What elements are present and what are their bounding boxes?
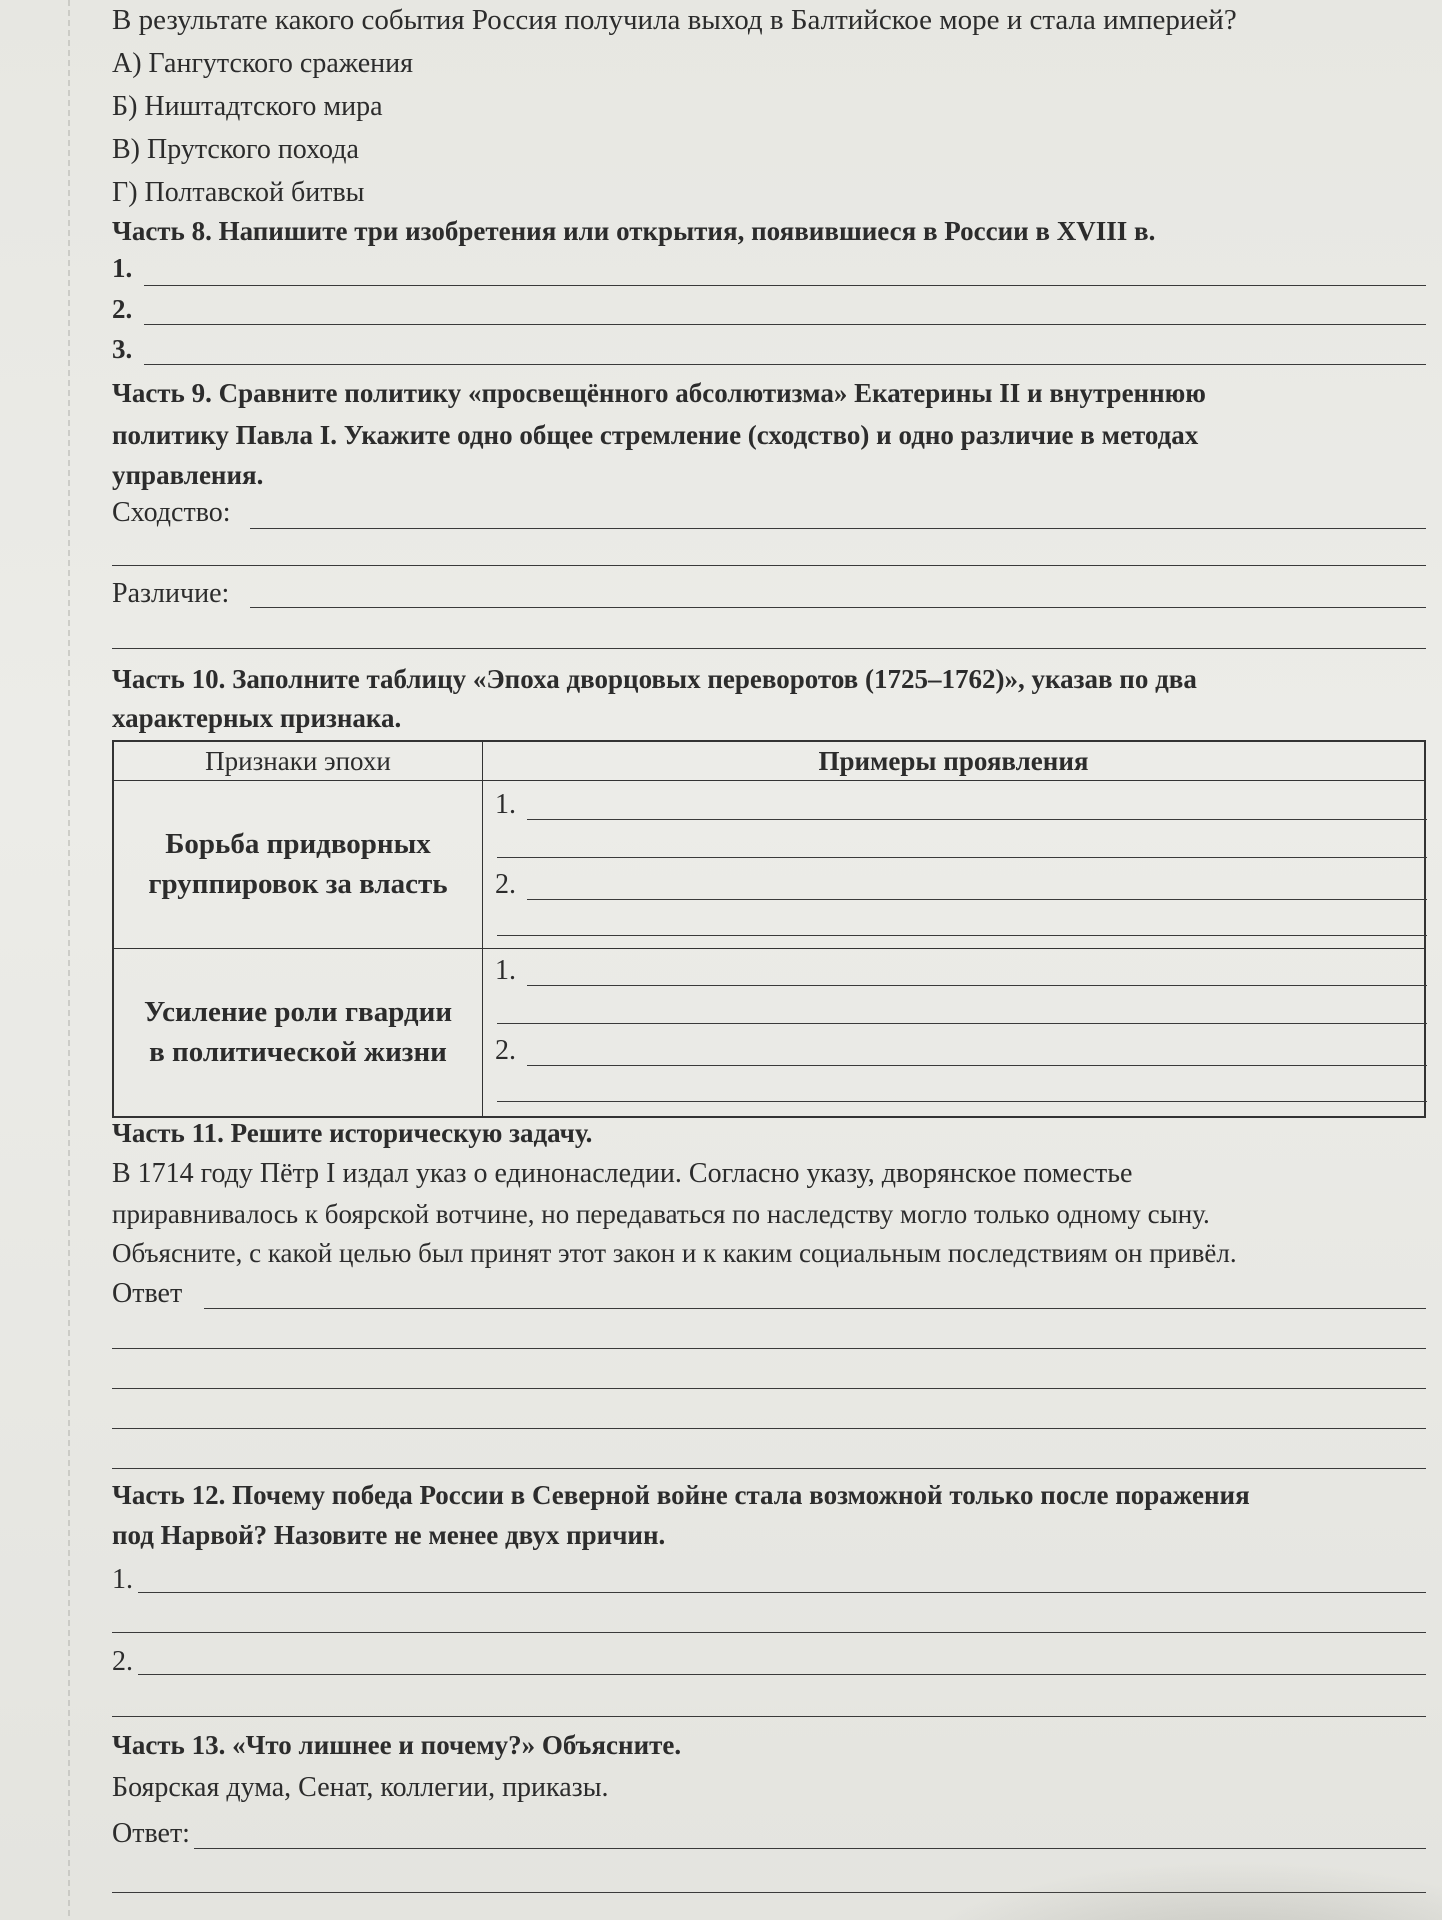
q7-option-c[interactable]: В) Прутского похода <box>112 134 359 165</box>
part12-number-1: 1. <box>112 1564 133 1595</box>
era-examples-cell <box>483 948 1426 1117</box>
era-examples-cell <box>483 781 1426 949</box>
part12-answer-line-1b[interactable] <box>112 1632 1426 1633</box>
part8-answer-line-3[interactable] <box>144 364 1426 365</box>
part9-difference-line-1[interactable] <box>250 607 1426 608</box>
photo-shadow <box>900 1860 1442 1920</box>
part11-answer-line-2[interactable] <box>112 1348 1426 1349</box>
era-example-line-1b[interactable] <box>497 857 1427 858</box>
part11-text-line2: приравнивалось к боярской вотчине, но передаваться по наследству могло только одному сыну. <box>112 1199 1210 1229</box>
part12-title-line1: Часть 12. Почему победа России в Северной войне стала возможной только после поражения <box>112 1480 1250 1510</box>
part11-text-line3: Объясните, с какой целью был принят этот закон и к каким социальным последствиям он привёл. <box>112 1238 1237 1268</box>
era-example-line-1[interactable] <box>527 819 1427 820</box>
part12-answer-line-1[interactable] <box>138 1592 1426 1593</box>
q7-option-a[interactable]: А) Гангутского сражения <box>112 48 414 79</box>
part9-difference-line-2[interactable] <box>112 648 1426 649</box>
part11-answer-label: Ответ <box>112 1278 183 1309</box>
era-table-row <box>113 948 1425 1117</box>
part11-answer-line-5[interactable] <box>112 1468 1426 1469</box>
era-feature-cell <box>113 948 483 1117</box>
era-feature-cell <box>113 781 483 949</box>
part13-title: Часть 13. «Что лишнее и почему?» Объясните. <box>112 1730 682 1760</box>
part9-difference-label: Различие: <box>112 578 230 609</box>
era-feature-line2: группировок за власть <box>148 868 448 901</box>
part8-title: Часть 8. Напишите три изобретения или открытия, появившиеся в России в XVIII в. <box>112 216 1156 246</box>
part9-title-line2: политику Павла I. Укажите одно общее стремление (сходство) и одно различие в методах <box>112 420 1199 450</box>
part8-number-1: 1. <box>112 253 133 283</box>
era-example-line-2b[interactable] <box>497 1101 1427 1102</box>
era-example-line-2b[interactable] <box>497 935 1427 936</box>
q7-option-d[interactable]: Г) Полтавской битвы <box>112 177 365 208</box>
part9-similarity-line-1[interactable] <box>250 528 1426 529</box>
part12-answer-line-2b[interactable] <box>112 1716 1426 1717</box>
part12-number-2: 2. <box>112 1646 133 1677</box>
era-table-header-features: Признаки эпохи <box>113 741 483 781</box>
era-table-header-examples: Примеры проявления <box>483 741 1426 781</box>
era-example-number-1: 1. <box>495 789 516 820</box>
part11-answer-line-3[interactable] <box>112 1388 1426 1389</box>
part8-number-3: 3. <box>112 334 133 364</box>
era-feature-line1: Борьба придворных <box>165 828 431 861</box>
era-example-line-2[interactable] <box>527 1065 1427 1066</box>
era-example-line-1b[interactable] <box>497 1023 1427 1024</box>
part13-answer-line-1[interactable] <box>194 1848 1426 1849</box>
part11-answer-line-1[interactable] <box>204 1308 1426 1309</box>
era-table-header-row <box>113 741 1425 781</box>
era-example-number-1: 1. <box>495 954 516 986</box>
era-table <box>112 740 1426 1118</box>
part8-answer-line-2[interactable] <box>144 324 1426 325</box>
era-feature-line1: Усиление роли гвардии <box>143 996 453 1029</box>
part11-answer-line-4[interactable] <box>112 1428 1426 1429</box>
era-example-number-2: 2. <box>495 869 516 900</box>
part13-answer-label: Ответ: <box>112 1818 190 1849</box>
page-margin-line <box>68 0 70 1920</box>
part8-number-2: 2. <box>112 294 133 324</box>
part9-similarity-label: Сходство: <box>112 497 231 528</box>
era-table-row <box>113 781 1425 949</box>
part10-title-line1: Часть 10. Заполните таблицу «Эпоха дворцовых переворотов (1725–1762)», указав по два <box>112 664 1197 694</box>
part12-title-line2: под Нарвой? Назовите не менее двух причин. <box>112 1520 666 1550</box>
q7-option-b[interactable]: Б) Ништадтского мира <box>112 91 383 122</box>
part11-text-line1: В 1714 году Пётр I издал указ о единонаследии. Согласно указу, дворянское поместье <box>112 1158 1133 1189</box>
part12-answer-line-2[interactable] <box>138 1674 1426 1675</box>
part8-answer-line-1[interactable] <box>144 285 1426 286</box>
era-example-line-2[interactable] <box>527 899 1427 900</box>
part9-title-line3: управления. <box>112 460 264 490</box>
part9-similarity-line-2[interactable] <box>112 565 1426 566</box>
era-example-number-2: 2. <box>495 1034 516 1066</box>
era-feature-line2: в политической жизни <box>149 1036 447 1069</box>
q7-question: В результате какого события Россия получила выход в Балтийское море и стала империей? <box>112 4 1237 36</box>
era-example-line-1[interactable] <box>527 985 1427 986</box>
part10-title-line2: характерных признака. <box>112 703 402 733</box>
part9-title-line1: Часть 9. Сравните политику «просвещённого абсолютизма» Екатерины II и внутреннюю <box>112 378 1206 408</box>
part11-title: Часть 11. Решите историческую задачу. <box>112 1118 593 1148</box>
part13-items: Боярская дума, Сенат, коллегии, приказы. <box>112 1772 609 1803</box>
